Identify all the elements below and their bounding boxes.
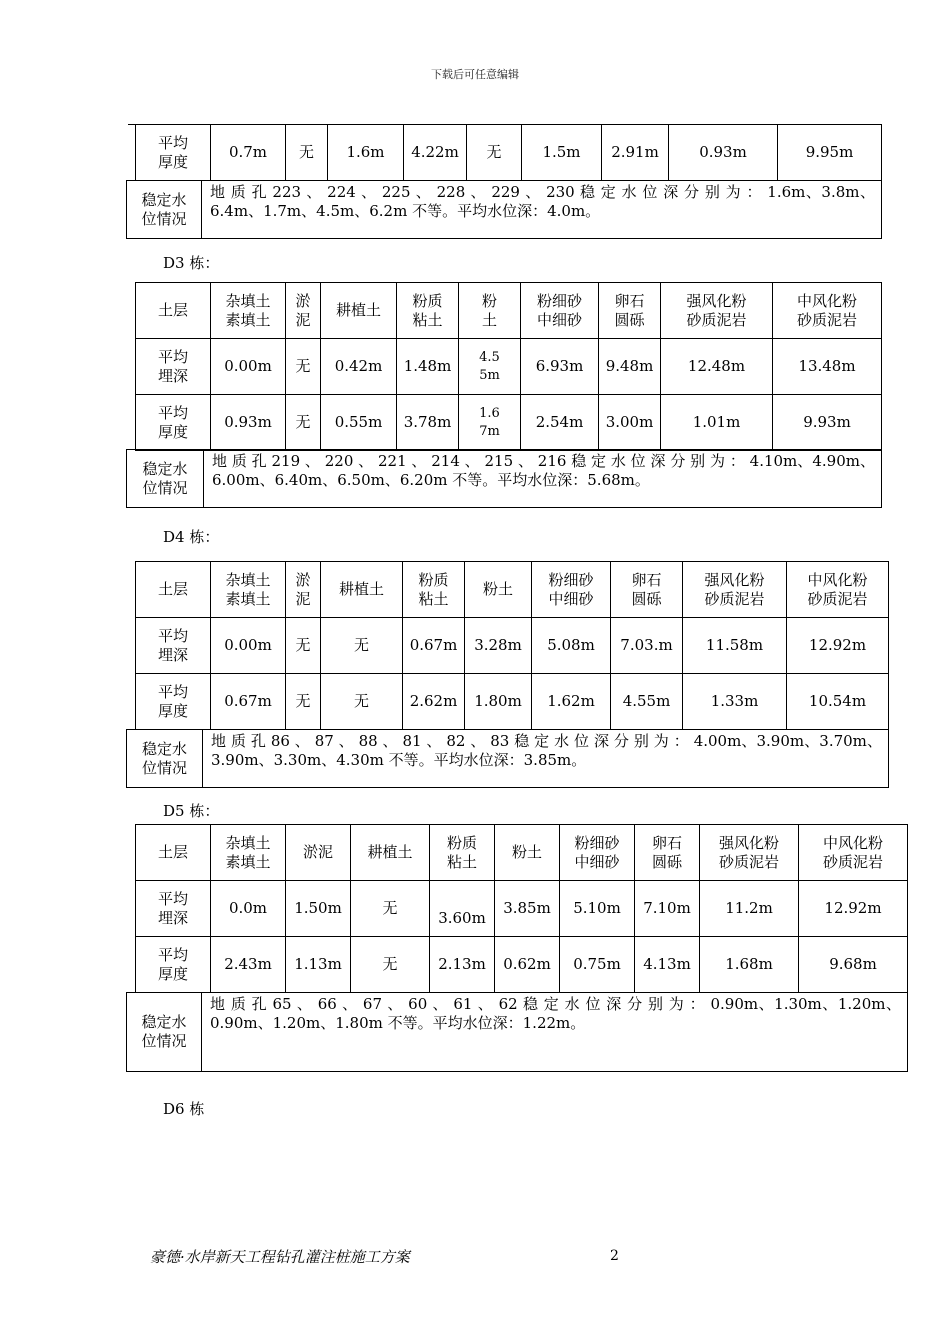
table-cell: 9.48m xyxy=(599,339,661,395)
d3-soil-table xyxy=(135,282,882,451)
table-cell: 3.60m xyxy=(430,881,495,937)
section-title-d4: D4 栋： xyxy=(163,528,220,546)
table-cell: 0.0m xyxy=(211,881,286,937)
column-header: 土层 xyxy=(136,283,211,339)
row-label: 平均 厚度 xyxy=(136,937,211,993)
column-header: 强风化粉 砂质泥岩 xyxy=(661,283,773,339)
table-cell: 12.92m xyxy=(787,618,889,674)
table-cell: 3.00m xyxy=(599,395,661,451)
table-cell: 无 xyxy=(321,674,403,730)
water-text: 地 质 孔 219 、 220 、 221 、 214 、 215 、 216 稳 定 水 位 深 分 别 为 ： 4.10m、4.90m、6.00m、6.40m、6.50m、6.20m 不等。平均水位深：5.68m。 xyxy=(204,450,882,508)
column-header: 粉质 粘土 xyxy=(397,283,459,339)
table-cell: 9.95m xyxy=(778,125,882,181)
table-cell: 0.55m xyxy=(321,395,397,451)
table-cell: 3.28m xyxy=(465,618,532,674)
column-header: 粉细砂 中细砂 xyxy=(532,562,611,618)
column-header: 粉土 xyxy=(495,825,560,881)
d4-soil-table xyxy=(135,561,889,730)
table-cell: 1.6 7m xyxy=(459,395,521,451)
table-row xyxy=(136,674,889,730)
column-header: 强风化粉 砂质泥岩 xyxy=(700,825,799,881)
table-cell: 2.62m xyxy=(403,674,465,730)
table-header-row xyxy=(136,825,908,881)
section-title-d5: D5 栋： xyxy=(163,802,220,820)
table-cell: 0.93m xyxy=(211,395,286,451)
table-cell: 0.93m xyxy=(669,125,778,181)
table-cell: 3.85m xyxy=(495,881,560,937)
table-cell: 2.91m xyxy=(602,125,669,181)
table-cell: 1.6m xyxy=(328,125,404,181)
table-cell: 5.08m xyxy=(532,618,611,674)
column-header: 卵石 圆砾 xyxy=(611,562,683,618)
column-header: 杂填土 素填土 xyxy=(211,283,286,339)
table-cell: 无 xyxy=(286,674,321,730)
table-cell: 无 xyxy=(351,937,430,993)
table-cell: 1.01m xyxy=(661,395,773,451)
d5-soil-table xyxy=(135,824,908,993)
table-cell: 7.10m xyxy=(635,881,700,937)
d5-water-table xyxy=(126,992,908,1072)
section-title-d6: D6 栋 xyxy=(163,1100,205,1118)
table-cell: 3.78m xyxy=(397,395,459,451)
column-header: 中风化粉 砂质泥岩 xyxy=(787,562,889,618)
table-cell: 4.13m xyxy=(635,937,700,993)
table-row xyxy=(136,125,882,181)
table-row xyxy=(136,937,908,993)
table-cell: 1.33m xyxy=(683,674,787,730)
table-cell: 0.75m xyxy=(560,937,635,993)
water-label: 稳定水 位情况 xyxy=(127,730,203,788)
table-cell: 0.67m xyxy=(211,674,286,730)
column-header: 耕植土 xyxy=(321,283,397,339)
table-row xyxy=(136,395,882,451)
top-thickness-table xyxy=(135,124,882,181)
table-cell: 0.7m xyxy=(211,125,286,181)
table-cell: 0.00m xyxy=(211,339,286,395)
d4-water-table xyxy=(126,729,889,788)
table-cell: 11.58m xyxy=(683,618,787,674)
table-cell: 4.55m xyxy=(611,674,683,730)
table-cell: 0.62m xyxy=(495,937,560,993)
column-header: 卵石 圆砾 xyxy=(599,283,661,339)
table-cell: 无 xyxy=(286,125,328,181)
top-water-table xyxy=(126,180,882,239)
table-cell: 12.48m xyxy=(661,339,773,395)
row-label: 平均 厚度 xyxy=(136,395,211,451)
table-cell: 5.10m xyxy=(560,881,635,937)
column-header: 杂填土 素填土 xyxy=(211,562,286,618)
water-label: 稳定水 位情况 xyxy=(127,993,202,1072)
table-cell: 9.68m xyxy=(799,937,908,993)
table-cell: 1.5m xyxy=(522,125,602,181)
table-cell: 0.67m xyxy=(403,618,465,674)
table-row xyxy=(136,881,908,937)
table-cell: 4.22m xyxy=(404,125,467,181)
column-header: 土层 xyxy=(136,562,211,618)
table-cell: 2.13m xyxy=(430,937,495,993)
table-cell: 1.48m xyxy=(397,339,459,395)
column-header: 耕植土 xyxy=(321,562,403,618)
column-header: 耕植土 xyxy=(351,825,430,881)
column-header: 杂填土 素填土 xyxy=(211,825,286,881)
table-header-row xyxy=(136,283,882,339)
column-header: 中风化粉 砂质泥岩 xyxy=(773,283,882,339)
table-cell: 10.54m xyxy=(787,674,889,730)
column-header: 中风化粉 砂质泥岩 xyxy=(799,825,908,881)
page-number: 2 xyxy=(610,1248,619,1264)
row-label: 平均 埋深 xyxy=(136,339,211,395)
water-text: 地 质 孔 223 、 224 、 225 、 228 、 229 、 230 稳 定 水 位 深 分 别 为 ： 1.6m、3.8m、6.4m、1.7m、4.5m、6.2m 不等。平均水位深：4.0m。 xyxy=(202,181,882,239)
table-cell: 7.03.m xyxy=(611,618,683,674)
water-label: 稳定水 位情况 xyxy=(127,450,204,508)
column-header: 土层 xyxy=(136,825,211,881)
table-cell: 1.13m xyxy=(286,937,351,993)
table-cell: 1.80m xyxy=(465,674,532,730)
table-cell: 无 xyxy=(286,618,321,674)
table-cell: 11.2m xyxy=(700,881,799,937)
table-cell: 无 xyxy=(286,339,321,395)
column-header: 粉质 粘土 xyxy=(430,825,495,881)
column-header: 卵石 圆砾 xyxy=(635,825,700,881)
column-header: 粉细砂 中细砂 xyxy=(560,825,635,881)
table-cell: 无 xyxy=(286,395,321,451)
table-cell: 无 xyxy=(467,125,522,181)
d3-water-table xyxy=(126,449,882,508)
table-cell: 1.68m xyxy=(700,937,799,993)
table-cell: 12.92m xyxy=(799,881,908,937)
table-cell: 2.43m xyxy=(211,937,286,993)
table-cell: 2.54m xyxy=(521,395,599,451)
table-cell: 6.93m xyxy=(521,339,599,395)
column-header: 淤 泥 xyxy=(286,562,321,618)
column-header: 粉质 粘土 xyxy=(403,562,465,618)
table-cell: 无 xyxy=(351,881,430,937)
column-header: 淤 泥 xyxy=(286,283,321,339)
column-header: 强风化粉 砂质泥岩 xyxy=(683,562,787,618)
row-label: 平均 厚度 xyxy=(136,674,211,730)
water-label: 稳定水 位情况 xyxy=(127,181,202,239)
row-label: 平均 埋深 xyxy=(136,881,211,937)
water-text: 地 质 孔 65 、 66 、 67 、 60 、 61 、 62 稳 定 水 位 深 分 别 为 ： 0.90m、1.30m、1.20m、0.90m、1.20m、1.80m 不等。平均水位深：1.22m。 xyxy=(202,993,908,1072)
table-cell: 9.93m xyxy=(773,395,882,451)
row-label: 平均 厚度 xyxy=(136,125,211,181)
section-title-d3: D3 栋： xyxy=(163,254,220,272)
table-row xyxy=(136,618,889,674)
table-cell: 1.50m xyxy=(286,881,351,937)
page-footer: 豪德·水岸新天工程钻孔灌注桩施工方案 xyxy=(150,1248,410,1266)
water-text: 地 质 孔 86 、 87 、 88 、 81 、 82 、 83 稳 定 水 位 深 分 别 为 ： 4.00m、3.90m、3.70m、3.90m、3.30m、4.30m 不等。平均水位深：3.85m。 xyxy=(203,730,889,788)
column-header: 粉细砂 中细砂 xyxy=(521,283,599,339)
column-header: 淤泥 xyxy=(286,825,351,881)
table-cell: 0.00m xyxy=(211,618,286,674)
table-cell: 0.42m xyxy=(321,339,397,395)
column-header: 粉 土 xyxy=(459,283,521,339)
table-header-row xyxy=(136,562,889,618)
table-cell: 4.5 5m xyxy=(459,339,521,395)
table-cell: 1.62m xyxy=(532,674,611,730)
table-cell: 13.48m xyxy=(773,339,882,395)
table-row xyxy=(136,339,882,395)
column-header: 粉土 xyxy=(465,562,532,618)
page-header: 下载后可任意编辑 xyxy=(431,68,519,81)
table-cell: 无 xyxy=(321,618,403,674)
row-label: 平均 埋深 xyxy=(136,618,211,674)
